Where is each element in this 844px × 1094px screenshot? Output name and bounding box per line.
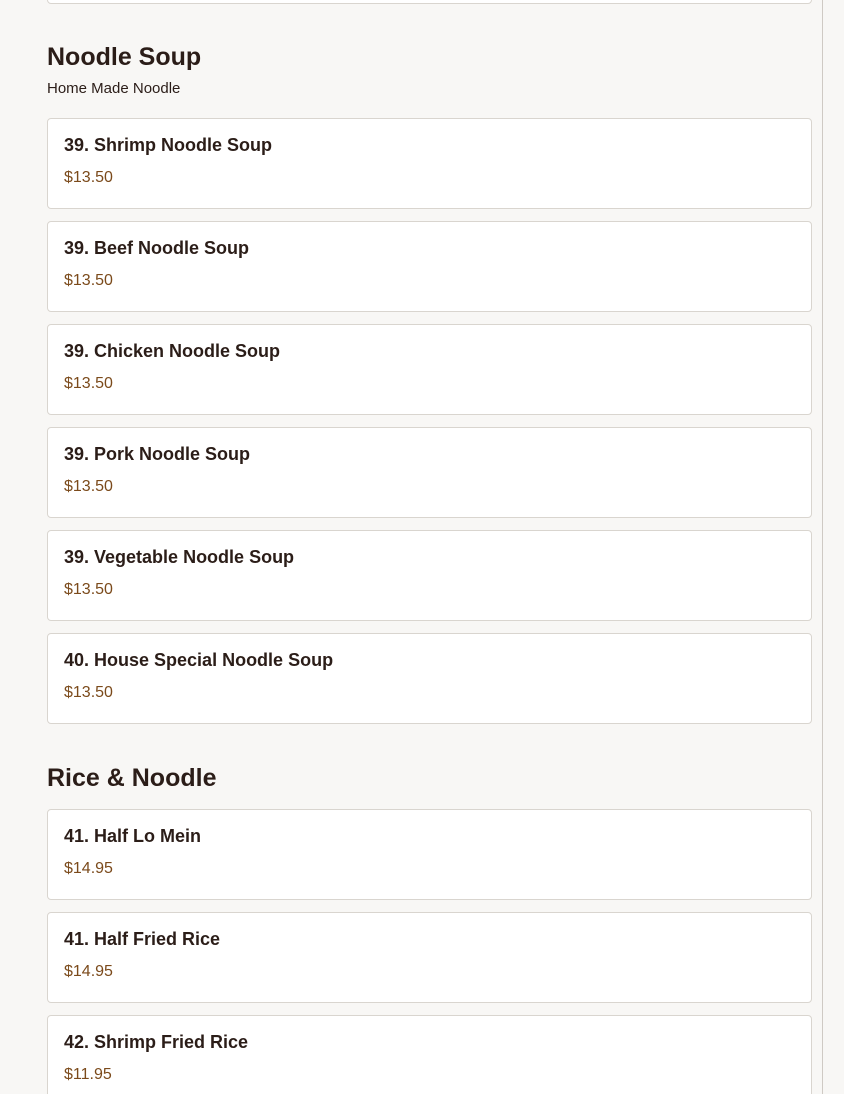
menu-item-card[interactable] [47,633,812,724]
menu-item-card[interactable] [47,324,812,415]
menu-item-card[interactable] [47,809,812,900]
menu-item-price: $13.50 [64,375,113,392]
menu-item-card[interactable] [47,118,812,209]
menu-section-noodle-soup [47,41,812,701]
menu-item-price: $13.50 [64,478,113,495]
section-title: Rice & Noodle [47,764,217,792]
menu-item-price: $13.50 [64,684,113,701]
menu-item-name: 40. House Special Noodle Soup [64,650,334,670]
menu-item-name: 39. Vegetable Noodle Soup [64,547,295,567]
menu-item-name: 39. Shrimp Noodle Soup [64,135,273,155]
menu-item-list [47,118,812,736]
menu-item-price: $13.50 [64,272,113,289]
menu-item-card[interactable] [47,1015,812,1094]
menu-item-card[interactable] [47,912,812,1003]
menu-item-card[interactable] [47,427,812,518]
menu-item-price: $11.95 [64,1066,112,1083]
menu-section-rice-noodle [47,762,812,1083]
menu-item-name: 39. Chicken Noodle Soup [64,341,281,361]
menu-item-price: $14.95 [64,860,113,877]
menu-item-name: 39. Pork Noodle Soup [64,444,251,464]
section-title: Noodle Soup [47,43,202,71]
menu-item-card[interactable] [47,221,812,312]
menu-item-name: 41. Half Lo Mein [64,826,202,846]
section-description: Home Made Noodle [47,80,181,97]
menu-item-card[interactable] [47,530,812,621]
previous-menu-item-card[interactable] [47,0,812,4]
menu-item-price: $13.50 [64,581,113,598]
menu-item-name: 41. Half Fried Rice [64,929,221,949]
menu-item-price: $13.50 [64,169,113,186]
menu-item-name: 39. Beef Noodle Soup [64,238,250,258]
menu-item-price: $14.95 [64,963,113,980]
menu-item-list [47,809,812,1094]
menu-item-name: 42. Shrimp Fried Rice [64,1032,249,1052]
